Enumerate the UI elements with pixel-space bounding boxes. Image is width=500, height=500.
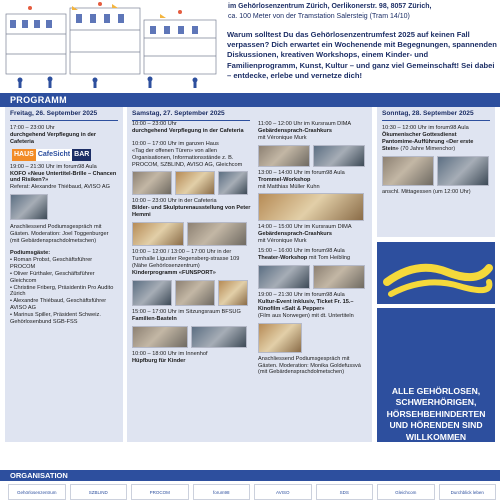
event-host: mit Matthias Müller Kuhn bbox=[258, 183, 320, 190]
guest-item: • Alexandre Thiébaud, Geschäftsführer AVISO AG bbox=[10, 298, 107, 312]
theatre-photos bbox=[258, 265, 368, 289]
venue-directions: ca. 100 Meter von der Tramstation Salersteig (Tram 14/10) bbox=[228, 13, 410, 20]
haus-cafe-bar-logo bbox=[12, 149, 104, 161]
event-time: 17:00 – 23:00 Uhr bbox=[10, 124, 55, 131]
event-time: 13:00 – 14:00 Uhr im forum98 Aula bbox=[258, 169, 345, 176]
logo-part: BAR bbox=[72, 149, 91, 161]
partner-logo: Gleichcom bbox=[377, 484, 435, 500]
film-poster bbox=[258, 323, 302, 353]
partner-logo: AVISO bbox=[254, 484, 312, 500]
sat-right-event-3 bbox=[258, 224, 368, 245]
photo bbox=[191, 326, 247, 348]
craft-photos bbox=[132, 326, 254, 348]
logo-part: HAUS bbox=[12, 149, 36, 161]
photo bbox=[132, 171, 172, 195]
sat-event-5 bbox=[132, 309, 254, 323]
venue-address: im Gehörlosenzentrum Zürich, Oerlikonerstr. 98, 8057 Zürich, bbox=[228, 3, 432, 10]
event-title: KOFO «Neue Untertitel-Brille – Chancen und Risiken?» bbox=[10, 170, 117, 184]
event-title: Trommel-Workshop bbox=[258, 176, 311, 183]
guest-item: • Roman Probst, Geschäftsführer PROCOM bbox=[10, 256, 93, 270]
photo bbox=[218, 171, 248, 195]
organisation-banner: ORGANISATION bbox=[0, 470, 500, 481]
sat-right-event-4 bbox=[258, 248, 368, 262]
photo bbox=[218, 280, 248, 306]
guest-item: • Christine Friberg, Präsidentin Pro Audito Zürich bbox=[10, 284, 114, 298]
event-time: 19:00 – 21:30 Uhr im forum98 Aula bbox=[258, 291, 345, 298]
logo-part: CafeSicht bbox=[36, 149, 72, 161]
event-title: Bilder- und Skulpturenausstellung von Peter Hemmi bbox=[132, 205, 251, 219]
event-host: mit Tom Heibling bbox=[308, 255, 351, 262]
photo bbox=[437, 156, 489, 186]
sat-right-event-5 bbox=[258, 292, 368, 320]
event-time: 14:00 – 15:00 Uhr im Kursraum DIMA bbox=[258, 224, 352, 231]
event-title: Ökumenischer Gottesdienst Pantomime-Aufführung «Der erste Stein» bbox=[382, 131, 474, 152]
friday-column bbox=[5, 107, 123, 442]
photo bbox=[382, 156, 434, 186]
event-title: Gebärdensprach-Crashkurs bbox=[258, 231, 332, 238]
event-time: 15:00 – 17:00 Uhr im Sitzungsraum BFSUG bbox=[132, 308, 241, 315]
event-time: 10:00 – 17:00 Uhr im ganzen Haus bbox=[132, 140, 219, 147]
photo bbox=[313, 265, 365, 289]
hero-illustration bbox=[0, 0, 222, 88]
photo bbox=[132, 280, 172, 306]
event-title: Familien-Basteln bbox=[132, 315, 177, 322]
saturday-right bbox=[258, 121, 368, 379]
sat-right-event-2 bbox=[258, 170, 368, 191]
event-time: 10:00 – 12:00 / 13:00 – 17:00 Uhr in der Turnhalle Liguster Regensberg-strasse 109 (Nähe Gehörlosenzentrum) bbox=[132, 249, 240, 269]
sat-right-event-1 bbox=[258, 121, 368, 142]
sunday-title: Sonntag, 28. September 2025 bbox=[382, 111, 490, 121]
event-time: 10:00 – 23:00 Uhr in der Cafeteria bbox=[132, 198, 217, 205]
organisation-logos bbox=[8, 484, 496, 500]
event-title: Hüpfburg für Kinder bbox=[132, 357, 186, 364]
photo bbox=[132, 222, 184, 246]
photo bbox=[175, 280, 215, 306]
sun-event-1 bbox=[382, 125, 490, 153]
partner-logo: SZBLIND bbox=[70, 484, 128, 500]
partner-logo: SDS bbox=[316, 484, 374, 500]
guests-title: Podiumsgäste: bbox=[10, 249, 51, 256]
friday-event-1 bbox=[10, 125, 118, 146]
sat-event-1 bbox=[132, 121, 254, 135]
partner-logo: PROCOM bbox=[131, 484, 189, 500]
signlang-photos bbox=[258, 145, 368, 167]
intro-text: Warum solltest Du das Gehörlosenzentrumfest 2025 auf keinen Fall verpassen? Dich erwartet ein Wochenende mit Begegnungen, spannenden Diskussionen, kreativen Workshops, einem Kinder- und Familienprogramm, Kunst, Kultur – und ganz viel Gemeinschaft! Sei dabei – entdecke, erlebe und vernetze dich! bbox=[227, 30, 497, 80]
photo bbox=[132, 326, 188, 348]
event-time: 11:00 – 12:00 Uhr im Kursraum DIMA bbox=[258, 121, 352, 127]
saturday-left bbox=[132, 121, 254, 367]
sign-language-graphic bbox=[377, 242, 495, 304]
partner-logo: forum98 bbox=[193, 484, 251, 500]
podium-guests bbox=[10, 250, 118, 326]
art-photos bbox=[132, 222, 254, 246]
photo bbox=[313, 145, 365, 167]
mime-photos bbox=[382, 156, 490, 186]
event-note: (Film aus Norwegen) mit dt. Untertiteln bbox=[258, 312, 354, 319]
sat-event-4 bbox=[132, 249, 254, 277]
sat-right-event-6: Anschliessend Podiumsgespräch mit Gästen. Moderation: Monika Goldefussvá (mit Gebärdensprachdolmetschen) bbox=[258, 355, 361, 376]
sat-event-6 bbox=[132, 351, 254, 365]
saturday-column bbox=[127, 107, 372, 442]
sat-event-2 bbox=[132, 141, 254, 169]
kofo-photo bbox=[10, 194, 48, 220]
event-host: mit Véronique Murk bbox=[258, 238, 307, 245]
saturday-title: Samstag, 27. September 2025 bbox=[132, 111, 250, 121]
partner-logo: Gehörlosenzentrum bbox=[8, 484, 66, 500]
open-day-photos bbox=[132, 171, 254, 195]
event-title: durchgehend Verpflegung in der Cafeteria bbox=[10, 131, 97, 145]
event-host: mit Véronique Murk bbox=[258, 134, 307, 141]
photo bbox=[175, 171, 215, 195]
photo bbox=[258, 145, 310, 167]
friday-event-2 bbox=[10, 164, 118, 192]
event-note: (70 Jahre Mimenchor) bbox=[400, 145, 456, 152]
event-title: «Tag der offenen Türen» von allen Organisationen, Informationsstände z. B. PROCOM, SZBLIND, AVISO AG, Gleichcom bbox=[132, 147, 243, 168]
programm-banner: PROGRAMM bbox=[0, 93, 500, 107]
sun-event-2: anschl. Mittagessen (um 12:00 Uhr) bbox=[382, 188, 471, 195]
photo bbox=[187, 222, 247, 246]
guest-item: • Marinus Spiller, Präsident Schweiz. Gehörlosenbund SGB-FSS bbox=[10, 312, 101, 326]
event-time: 10:30 – 12:00 Uhr im forum98 Aula bbox=[382, 124, 469, 131]
event-title: Theater-Workshop bbox=[258, 255, 308, 262]
event-title: Gebärdensprach-Crashkurs bbox=[258, 127, 332, 134]
friday-event-3: Anschliessend Podiumsgespräch mit Gästen. Moderation: Joel Toggenburger (mit Gebärdensprachdolmetschen) bbox=[10, 224, 109, 245]
guest-item: • Oliver Fürthaler, Geschäftsführer Gleichcom bbox=[10, 270, 95, 284]
event-time: 19:00 – 21:30 Uhr im forum98 Aula bbox=[10, 163, 97, 170]
photo bbox=[258, 265, 310, 289]
event-title: durchgehend Verpflegung in der Cafeteria bbox=[132, 127, 244, 134]
event-speaker: Referat: Alexandre Thiébaud, AVISO AG bbox=[10, 184, 110, 191]
friday-title: Freitag, 26. September 2025 bbox=[10, 111, 118, 121]
funsport-photos bbox=[132, 280, 254, 306]
partner-logo: Durchblick leben bbox=[439, 484, 497, 500]
event-title: Kinderprogramm «FUNSPORT» bbox=[132, 269, 216, 276]
sat-event-3 bbox=[132, 198, 254, 219]
event-time: 15:00 – 16:00 Uhr im forum98 Aula bbox=[258, 248, 345, 255]
welcome-statement: ALLE GEHÖRLOSEN, SCHWERHÖRIGEN, HÖRSEHBEHINDERTEN UND HÖRENDEN SIND WILLKOMMEN bbox=[377, 308, 495, 442]
event-time: 10:00 – 23:00 Uhr bbox=[132, 121, 177, 127]
event-time: 10:00 – 18:00 Uhr im Innenhof bbox=[132, 350, 208, 357]
event-title: Kultur-Event inklusiv, Ticket Fr. 15.– Kinofilm «Salt & Pepper» bbox=[258, 298, 354, 312]
venue-info bbox=[228, 2, 498, 22]
sunday-column bbox=[377, 107, 495, 237]
drum-photo bbox=[258, 193, 364, 221]
